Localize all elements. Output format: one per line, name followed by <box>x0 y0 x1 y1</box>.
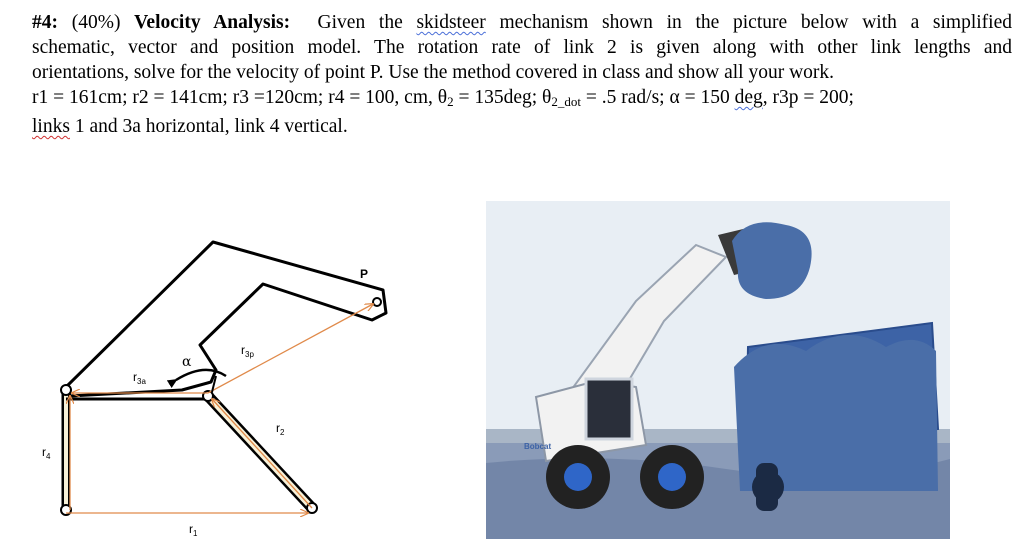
problem-title: Velocity Analysis: <box>134 12 291 33</box>
problem-number: #4: <box>32 12 58 33</box>
r3a-subscript: 3a <box>137 377 146 386</box>
deg-word: deg <box>734 87 763 108</box>
point-p-marker <box>373 298 381 306</box>
r3p-subscript: 3p <box>245 350 254 359</box>
problem-statement <box>32 10 1012 139</box>
photo-trailer-tire <box>756 463 778 511</box>
photo-wheel-front-hub <box>564 463 592 491</box>
r1-label <box>189 522 198 538</box>
skidsteer-word: skidsteer <box>416 12 486 33</box>
joint-a <box>61 385 71 395</box>
skidsteer-photo <box>486 201 950 539</box>
r4-symbol: r <box>42 445 46 459</box>
r2-subscript: 2 <box>280 428 285 437</box>
photo-brand-text: Bobcat <box>524 442 552 451</box>
params-d: , r3p = 200; <box>762 87 854 108</box>
r3a-label <box>133 370 146 386</box>
params-sub-2: 2 <box>447 94 454 109</box>
problem-line-2: schematic, vector and position model. The rotation rate of link 2 is given along with other link lengths and <box>32 37 1012 58</box>
params-c: = .5 rad/s; α = 150 <box>581 87 735 108</box>
links-word: links <box>32 116 70 137</box>
params-a: r1 = 161cm; r2 = 141cm; r3 =120cm; r4 = 100, cm, θ <box>32 87 448 108</box>
mechanism-schematic <box>0 200 480 545</box>
vector-r2 <box>212 399 312 508</box>
r4-label <box>42 445 51 461</box>
alpha-angle-arc <box>176 370 226 380</box>
r1-subscript: 1 <box>193 529 198 538</box>
intro-text-a: Given the <box>317 12 403 33</box>
vector-r3p <box>208 304 373 393</box>
problem-weight: (40%) <box>71 12 121 33</box>
problem-line-1 <box>32 10 1012 35</box>
r3p-symbol: r <box>241 343 245 357</box>
r1-symbol: r <box>189 522 193 536</box>
problem-line-4 <box>32 85 1012 114</box>
alpha-label: α <box>182 354 192 370</box>
r2-symbol: r <box>276 421 280 435</box>
r3a-symbol: r <box>133 370 137 384</box>
r3p-label <box>241 343 254 359</box>
photo-wheel-rear-hub <box>658 463 686 491</box>
photo-cab <box>586 379 632 439</box>
problem-line-5 <box>32 114 1012 139</box>
problem-line-3: orientations, solve for the velocity of point P. Use the method covered in class and show all your work. <box>32 62 835 83</box>
line5-text: 1 and 3a horizontal, link 4 vertical. <box>69 116 348 137</box>
params-sub-dot: 2_dot <box>551 94 582 109</box>
boom-link-outline <box>67 242 386 396</box>
intro-text-b: mechanism shown in the picture below with a simplified <box>499 12 1012 33</box>
r4-subscript: 4 <box>46 452 51 461</box>
params-b: = 135deg; θ <box>453 87 552 108</box>
r2-label <box>276 421 285 437</box>
point-p-label: P <box>360 267 369 281</box>
